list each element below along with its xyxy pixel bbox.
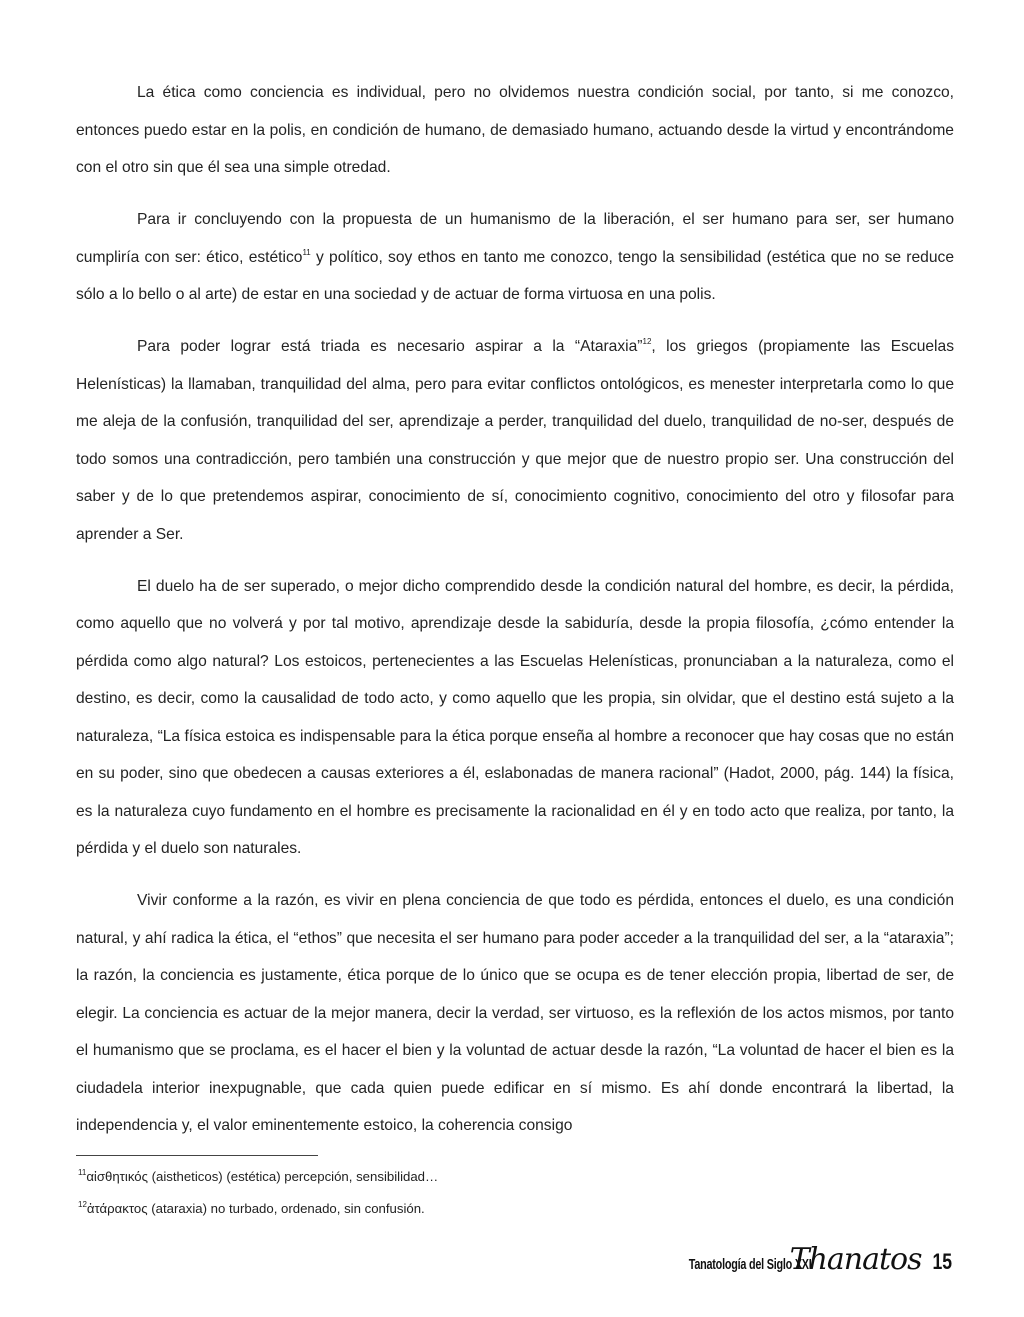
- paragraph-3-text-b: , los griegos (propiamente las Escuelas Helenísticas) la llamaban, tranquilidad del alma, pero para evitar conflictos ontológicos, es menester interpretarla como lo que me aleja de la confusión, tranquilidad del ser, aprendizaje a perder, tranquilidad del duelo, tranquilidad de no-ser, después de todo somos una contradicción, pero también una construcción y que mejor que de nuestro propio ser. Una construcción del saber y de lo que pretendemos aspirar, conocimiento de sí, conocimiento cognitivo, conocimiento del otro y filosofar para aprender a Ser.: [76, 338, 954, 543]
- page-footer: [641, 1242, 954, 1282]
- footnote-12-number: 12: [78, 1200, 87, 1209]
- paragraph-5: [76, 882, 954, 1145]
- paragraph-3-text-a: Para poder lograr está triada es necesario aspirar a la “Ataraxia”: [137, 338, 643, 355]
- paragraph-1: [76, 74, 954, 187]
- body-text: [76, 74, 954, 1159]
- footnote-ref-12[interactable]: 12: [642, 337, 652, 346]
- paragraph-2-text-a: Para ir concluyendo con la propuesta de un humanismo de la liberación, el ser humano para ser, ser humano cumpliría con ser: ético, estético: [76, 211, 954, 266]
- paragraph-4: [76, 568, 954, 868]
- paragraph-1-text: La ética como conciencia es individual, pero no olvidemos nuestra condición social, por tanto, si me conozco, entonces puedo estar en la polis, en condición de humano, de demasiado humano, actuando desde la virtud y encontrándome con el otro sin que él sea una simple otredad.: [76, 84, 954, 176]
- paragraph-5-text: Vivir conforme a la razón, es vivir en plena conciencia de que todo es pérdida, entonces el duelo, es una condición natural, y ahí radica la ética, el “ethos” que necesita el ser humano para poder acceder a la tranquilidad del ser, a la “ataraxia”; la razón, la conciencia es justamente, ética porque de lo único que se ocupa es de tener elección propia, libertad de ser, de elegir. La conciencia es actuar de la mejor manera, decir la verdad, ser virtuoso, es la reflexión de los actos mismos, por tanto el humanismo que se proclama, es el hacer el bien y la voluntad de actuar desde la razón, “La voluntad de hacer el bien es la ciudadela interior inexpugnable, que cada quien puede edificar en sí mismo. Es ahí donde encontrará la libertad, la independencia y, el valor eminentemente estoico, la coherencia consigo: [76, 892, 954, 1134]
- footnote-12: [78, 1200, 425, 1218]
- footnote-11-number: 11: [78, 1168, 87, 1177]
- paragraph-2: [76, 201, 954, 314]
- footnote-11: [78, 1168, 438, 1186]
- footnote-11-text: αἰσθητικός (aistheticos) (estética) percepción, sensibilidad…: [86, 1169, 439, 1184]
- paragraph-2-text-b: y político, soy ethos en tanto me conozco, tengo la sensibilidad (estética que no se reduce sólo a lo bello o al arte) de estar en una sociedad y de actuar de forma virtuosa en una polis.: [76, 248, 954, 303]
- thanatos-logo: Thanatos: [789, 1242, 922, 1277]
- paragraph-3: [76, 328, 954, 553]
- paragraph-4-text: El duelo ha de ser superado, o mejor dicho comprendido desde la condición natural del hombre, es decir, la pérdida, como aquello que no volverá y por tal motivo, aprendizaje desde la sabiduría, desde la propia filosofía, ¿cómo entender la pérdida como algo natural? Los estoicos, pertenecientes a las Escuelas Helenísticas, pronunciaban a la naturaleza, como el destino, es decir, como la causalidad de todo acto, y como aquello que les propia, sin olvidar, que el destino está sujeto a la naturaleza, “La física estoica es indispensable para la ética porque enseña al hombre a reconocer que hay cosas que no están en su poder, sino que obedecen a causas exteriores a él, eslabonadas de manera racional” (Hadot, 2000, pág. 144) la física, es la naturaleza cuyo fundamento en el hombre es precisamente la racionalidad en él y en todo acto que realiza, por tanto, la pérdida y el duelo son naturales.: [76, 577, 954, 857]
- page-number: 15: [931, 1249, 952, 1274]
- footnote-ref-11[interactable]: 11: [302, 247, 311, 257]
- footnote-divider: [76, 1155, 318, 1156]
- footnote-12-text: ἀτάρακτος (ataraxia) no turbado, ordenado, sin confusión.: [86, 1201, 425, 1216]
- journal-name: Tanatología del Siglo XXI: [688, 1256, 812, 1273]
